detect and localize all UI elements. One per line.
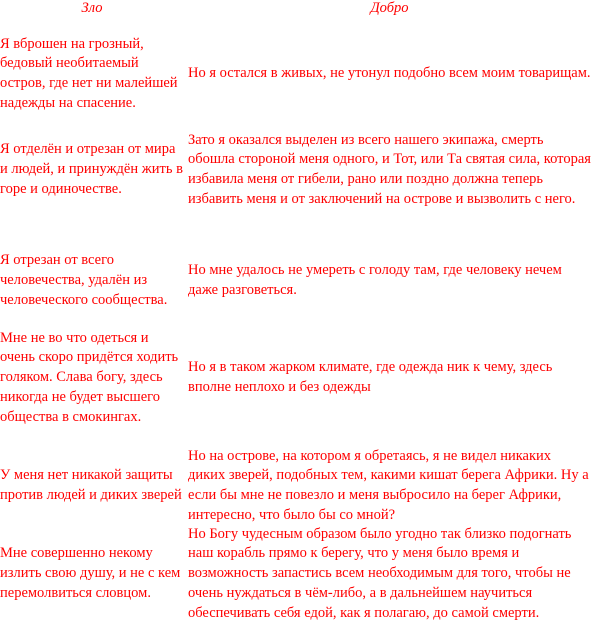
evil-cell <box>0 120 186 220</box>
good-text: Но Богу чудесным образом было угодно так близко подогнать наш корабль прямо к берегу, что у меня было время и возможность запастись всем необходимым для того, чтобы не очень нуждаться в чём-либо, а в дальнейшем научиться обеспечивать себя едой, как я полагаю, до самой смерти. <box>188 525 572 621</box>
good-text: Но я остался в живых, не утонул подобно всем моим товарищам. <box>188 65 591 82</box>
table-row <box>0 525 591 621</box>
evil-text: Я отрезан от всего человечества, удалён из человеческого сообщества. <box>0 252 168 308</box>
good-text: Зато я оказался выделен из всего нашего экипажа, смерть обошла стороной меня одного, и Тот, или Та святая сила, которая избавила меня от гибели, рано или поздно должна теперь избавить меня и от заключений на острове и вызволить с него. <box>188 131 591 207</box>
good-text: Но мне удалось не умереть с голоду там, где человеку нечем даже разговеться. <box>188 262 562 298</box>
column-header-good: Добро <box>370 0 409 16</box>
good-cell <box>188 525 591 621</box>
evil-cell <box>0 436 186 536</box>
good-cell <box>188 120 591 220</box>
good-text: Но я в таком жарком климате, где одежда ник к чему, здесь вполне неплохо и без одежды <box>188 359 553 395</box>
table-row <box>0 120 591 220</box>
evil-text: Я вброшен на грозный, бедовый необитаемый остров, где нет ни малейшей надежды на спасение. <box>0 35 178 111</box>
evil-text: У меня нет никакой защиты против людей и диких зверей <box>0 467 182 503</box>
column-header-evil: Зло <box>81 0 103 16</box>
good-cell <box>188 436 591 536</box>
evil-cell <box>0 328 186 428</box>
good-cell <box>188 26 591 122</box>
evil-cell <box>0 26 186 122</box>
good-cell <box>188 226 591 336</box>
table-row <box>0 26 591 122</box>
evil-cell <box>0 226 186 336</box>
evil-text: Мне совершенно некому излить свою душу, и не с кем перемолвиться словцом. <box>0 545 181 601</box>
table-row <box>0 436 591 536</box>
table-row <box>0 328 591 428</box>
evil-cell <box>0 528 186 620</box>
evil-text: Мне не во что одеться и очень скоро придётся ходить голяком. Слава богу, здесь никогда не будет высшего общества в смокингах. <box>0 329 179 425</box>
good-text: Но на острове, на котором я обретаясь, я не видел никаких диких зверей, подобных тем, какими кишат берега Африки. Ну а если бы мне не повезло и меня выбросило на берег Африки, интересно, что было бы со мной? <box>188 447 589 523</box>
good-cell <box>188 328 591 428</box>
evil-text: Я отделён и отрезан от мира и людей, и принуждён жить в горе и одиночестве. <box>0 141 183 197</box>
table-row <box>0 226 591 336</box>
